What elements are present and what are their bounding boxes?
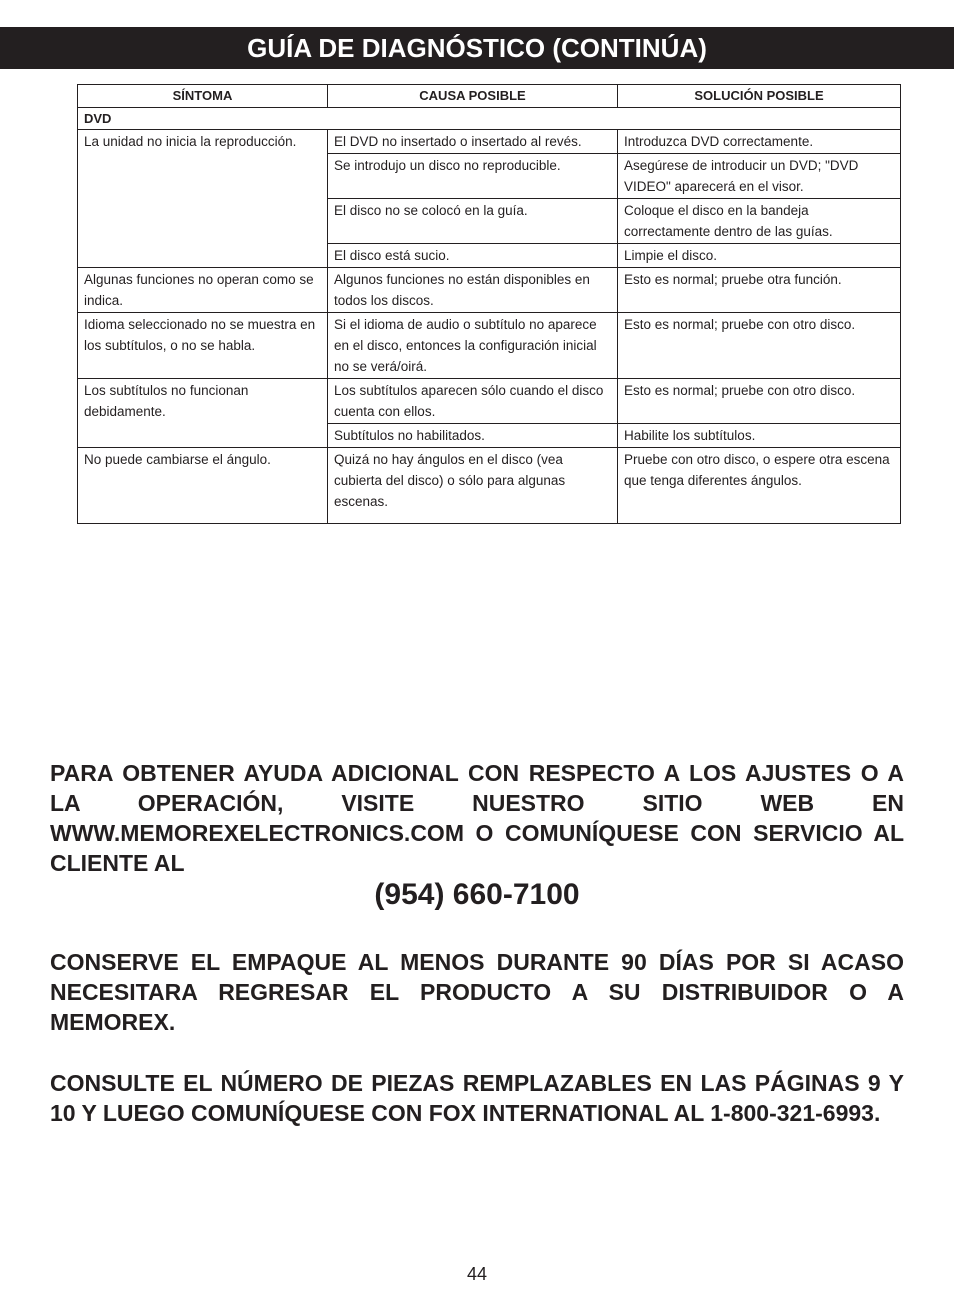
cause-cell: El disco está sucio.: [328, 244, 618, 268]
cause-cell: Subtítulos no habilitados.: [328, 424, 618, 448]
column-header-cause: CAUSA POSIBLE: [328, 85, 618, 108]
solution-cell: Pruebe con otro disco, o espere otra escena que tenga diferentes ángulos.: [618, 448, 901, 524]
section-label-dvd: DVD: [78, 108, 901, 130]
column-header-symptom: SÍNTOMA: [78, 85, 328, 108]
table-header-row: [78, 85, 901, 108]
solution-cell: Esto es normal; pruebe otra función.: [618, 268, 901, 313]
solution-cell: Esto es normal; pruebe con otro disco.: [618, 313, 901, 379]
table-row: [78, 448, 901, 524]
symptom-cell: Los subtítulos no funcionan debidamente.: [78, 379, 328, 448]
cause-cell: Si el idioma de audio o subtítulo no aparece en el disco, entonces la configuración inicial no se verá/oirá.: [328, 313, 618, 379]
solution-cell: Coloque el disco en la bandeja correctamente dentro de las guías.: [618, 199, 901, 244]
symptom-cell: No puede cambiarse el ángulo.: [78, 448, 328, 524]
header-bar: [0, 27, 954, 69]
cause-cell: El disco no se colocó en la guía.: [328, 199, 618, 244]
section-row: [78, 108, 901, 130]
symptom-cell: La unidad no inicia la reproducción.: [78, 130, 328, 268]
cause-cell: El DVD no insertado o insertado al revés.: [328, 130, 618, 154]
page-title: GUÍA DE DIAGNÓSTICO (CONTINÚA): [247, 33, 707, 63]
solution-cell: Habilite los subtítulos.: [618, 424, 901, 448]
solution-cell: Limpie el disco.: [618, 244, 901, 268]
cause-cell: Los subtítulos aparecen sólo cuando el disco cuenta con ellos.: [328, 379, 618, 424]
solution-cell: Introduzca DVD correctamente.: [618, 130, 901, 154]
parts-text: CONSULTE EL NÚMERO DE PIEZAS REMPLAZABLES EN LAS PÁGINAS 9 Y 10 Y LUEGO COMUNÍQUESE CON FOX INTERNATIONAL AL 1-800-321-6993.: [50, 1070, 904, 1126]
table-row: [78, 268, 901, 313]
table-row: [78, 379, 901, 424]
symptom-cell: Algunas funciones no operan como se indica.: [78, 268, 328, 313]
cause-cell: Algunos funciones no están disponibles en todos los discos.: [328, 268, 618, 313]
solution-cell: Asegúrese de introducir un DVD; "DVD VIDEO" aparecerá en el visor.: [618, 154, 901, 199]
cause-cell: Se introdujo un disco no reproducible.: [328, 154, 618, 199]
table-row: [78, 313, 901, 379]
help-text: PARA OBTENER AYUDA ADICIONAL CON RESPECTO A LOS AJUSTES O A LA OPERACIÓN, VISITE NUESTRO SITIO WEB EN WWW.MEMOREXELECTRONICS.COM O COMUNÍQUESE CON SERVICIO AL CLIENTE AL: [50, 760, 904, 876]
parts-notice: [50, 1068, 904, 1128]
table-row: [78, 130, 901, 154]
help-notice: [50, 758, 904, 878]
column-header-solution: SOLUCIÓN POSIBLE: [618, 85, 901, 108]
cause-cell: Quizá no hay ángulos en el disco (vea cubierta del disco) o sólo para algunas escenas.: [328, 448, 618, 524]
packaging-notice: [50, 947, 904, 1037]
page-number: 44: [466, 1264, 488, 1284]
solution-cell: Esto es normal; pruebe con otro disco.: [618, 379, 901, 424]
packaging-text: CONSERVE EL EMPAQUE AL MENOS DURANTE 90 DÍAS POR SI ACASO NECESITARA REGRESAR EL PRODUCTO A SU DISTRIBUIDOR O A MEMOREX.: [50, 949, 904, 1035]
troubleshooting-table: [77, 84, 901, 524]
support-phone: (954) 660-7100: [374, 878, 580, 911]
symptom-cell: Idioma seleccionado no se muestra en los subtítulos, o no se habla.: [78, 313, 328, 379]
